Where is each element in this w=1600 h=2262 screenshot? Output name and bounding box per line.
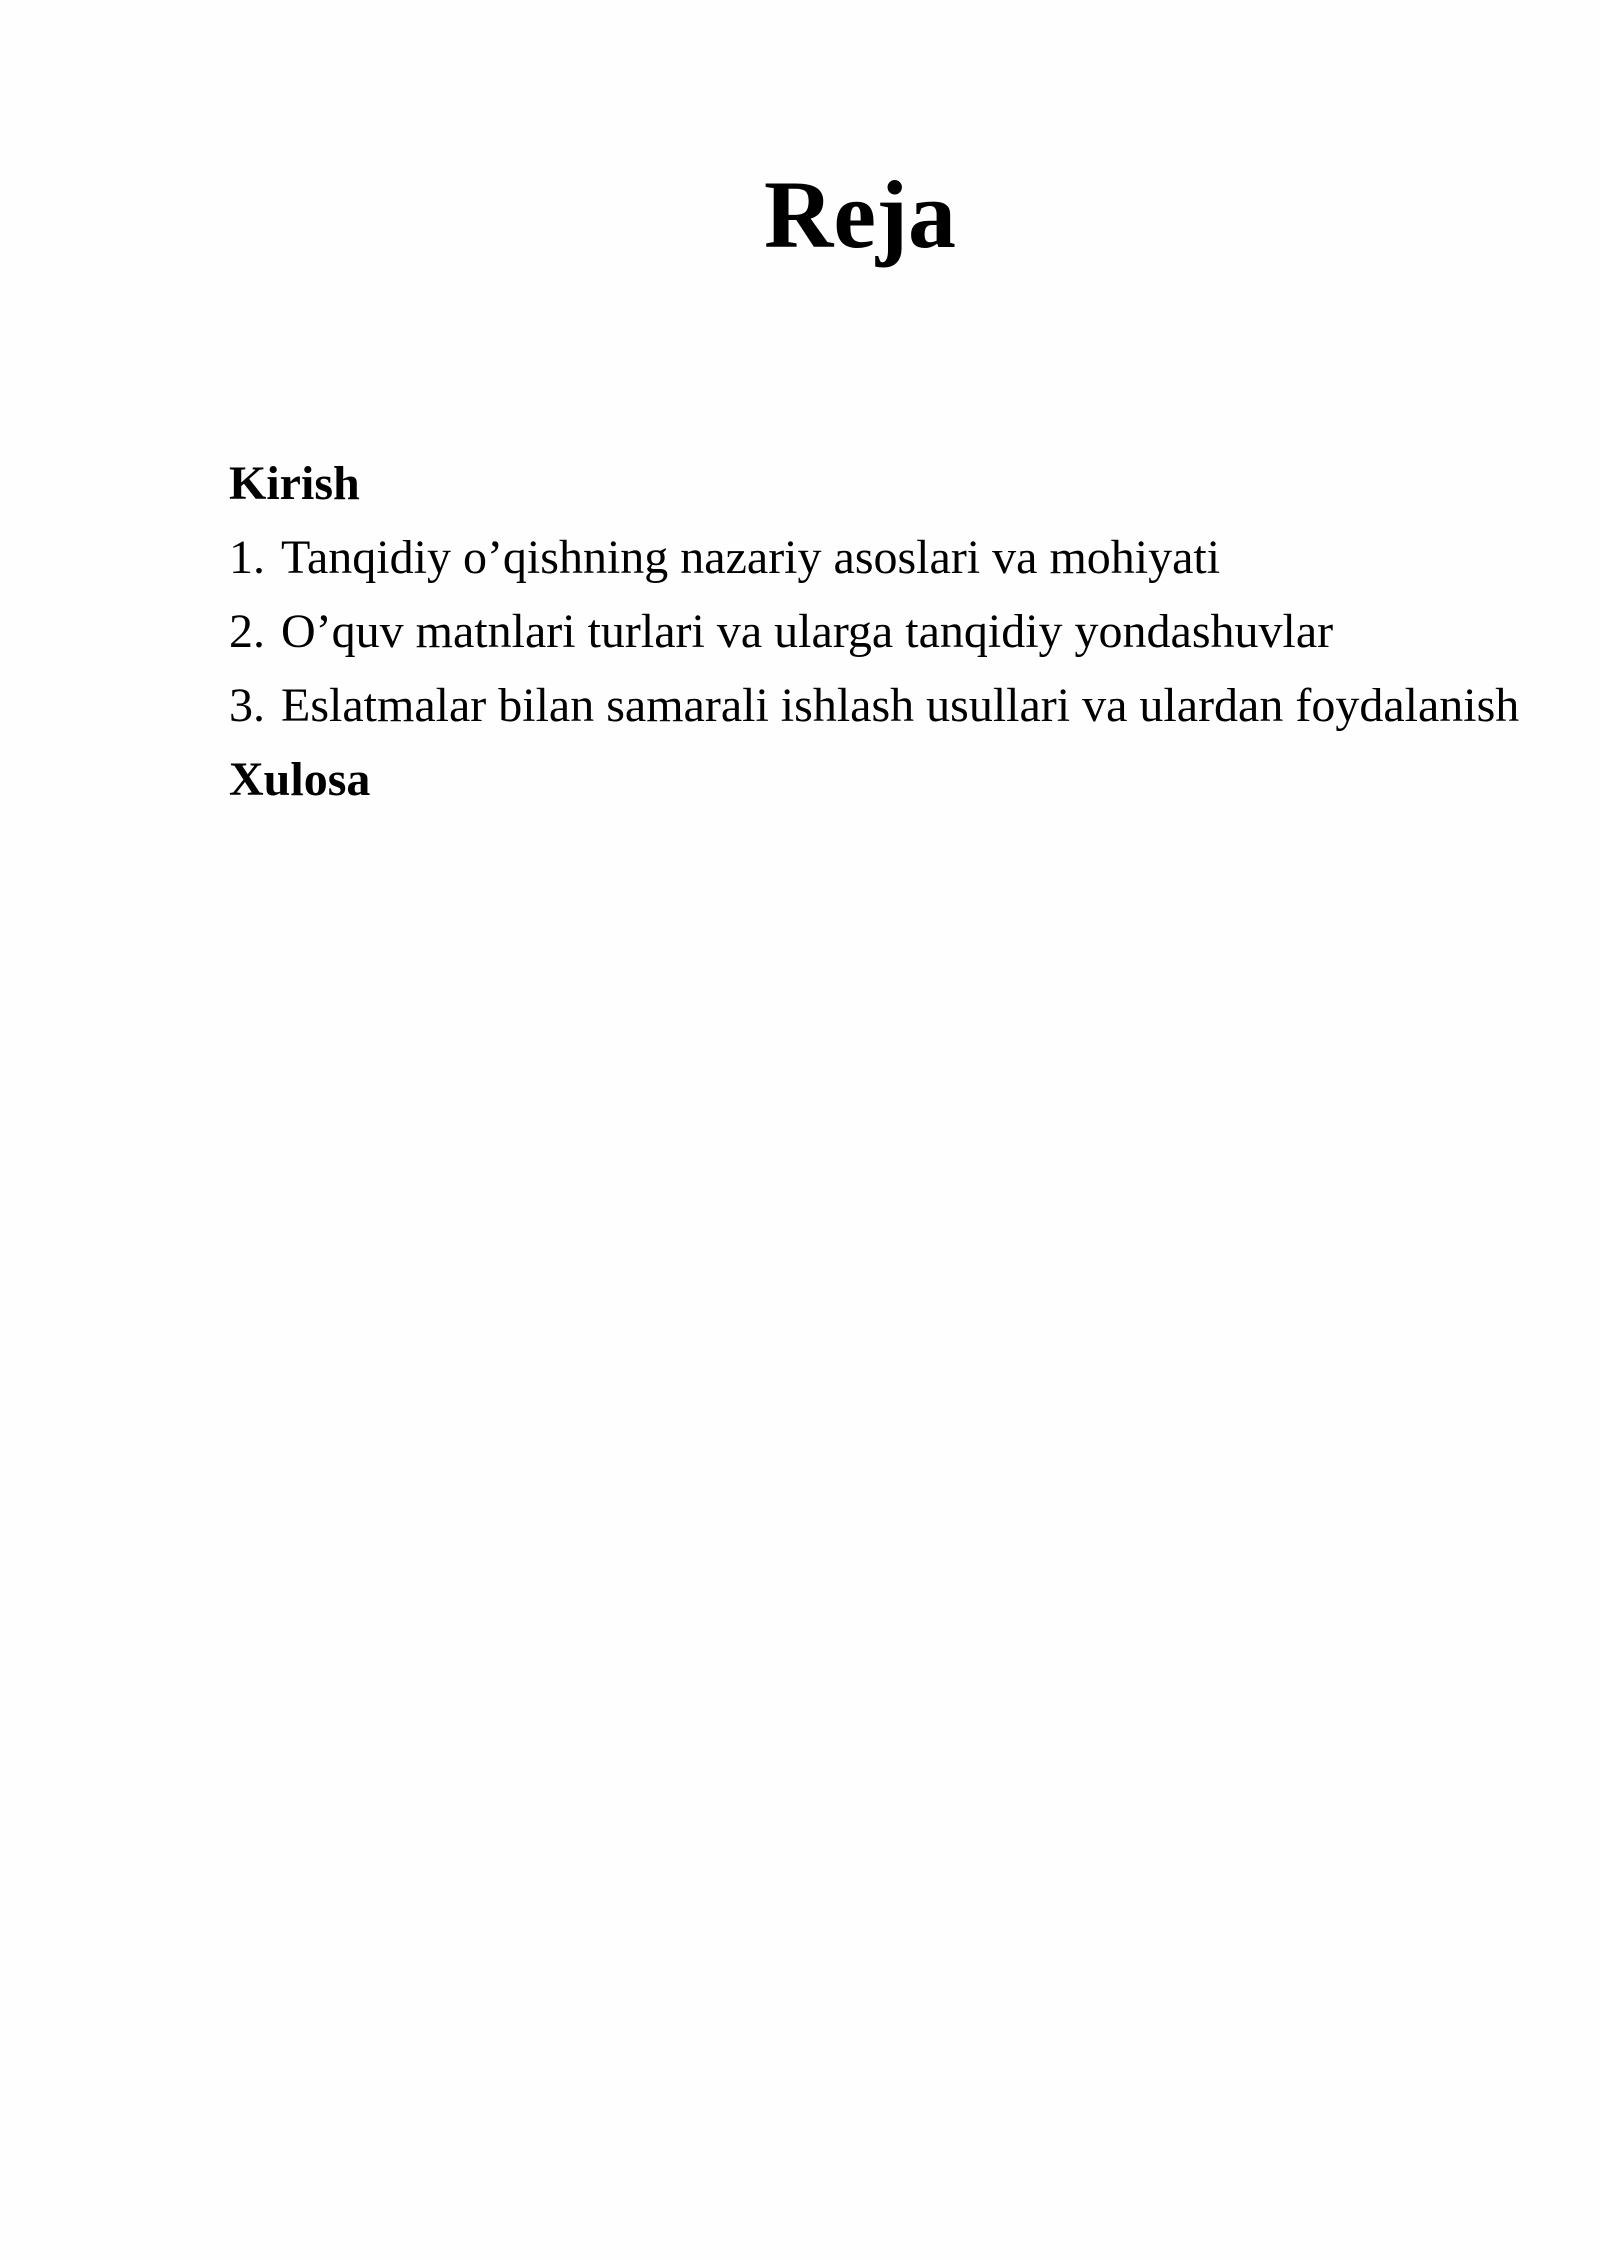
plan-list — [229, 447, 1569, 817]
page-title: Reja — [764, 161, 956, 268]
list-item-number: 3. — [229, 679, 265, 732]
conclusion-heading: Xulosa — [229, 753, 371, 806]
list-item-number: 1. — [229, 531, 265, 584]
list-item-text: Eslatmalar bilan samarali ishlash usullari va ulardan foydalanish — [281, 679, 1520, 732]
list-item-text: Tanqidiy o’qishning nazariy asoslari va mohiyati — [281, 531, 1221, 584]
list-item — [229, 595, 1569, 669]
list-item-text: O’quv matnlari turlari va ularga tanqidiy yondashuvlar — [281, 605, 1334, 658]
list-item-number: 2. — [229, 605, 265, 658]
list-item — [229, 669, 1569, 743]
intro-heading: Kirish — [229, 457, 360, 510]
list-item — [229, 521, 1569, 595]
